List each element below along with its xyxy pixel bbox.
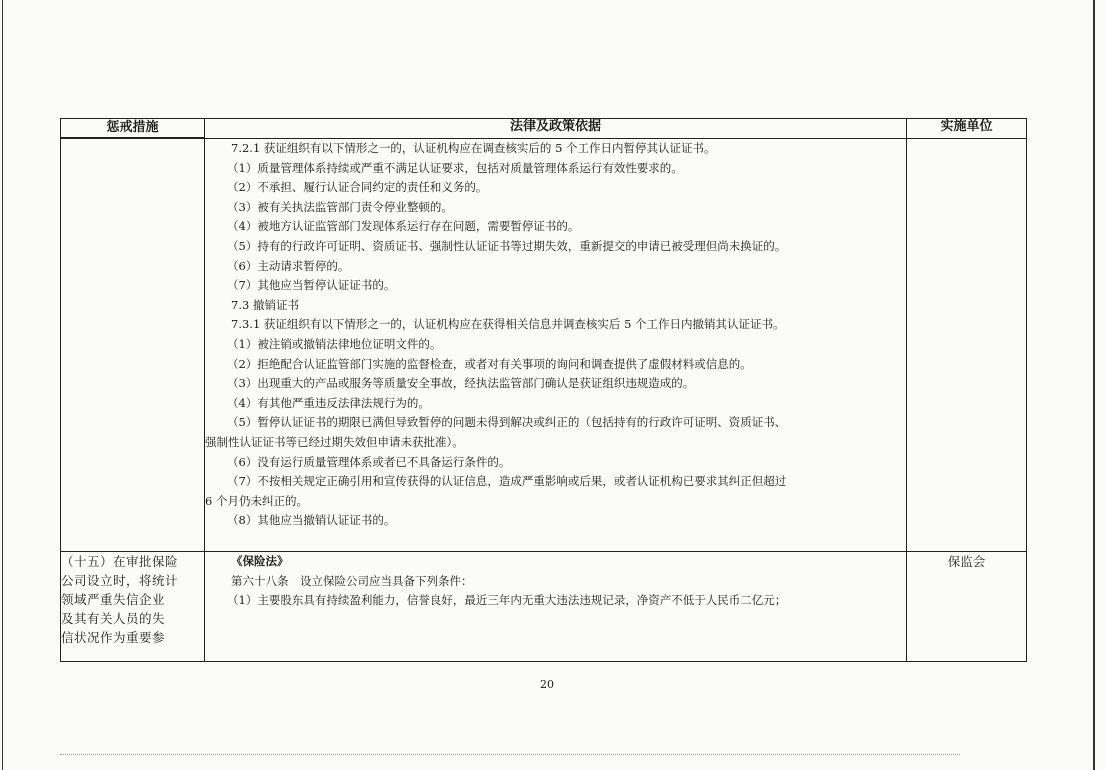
text-line: 第六十八条 设立保险公司应当具备下列条件： [231,573,473,588]
text-line: 7.3 撤销证书 [231,297,299,312]
measure-line: 领域严重失信企业 [61,592,166,607]
text-line: （1）主要股东具有持续盈利能力，信誉良好，最近三年内无重大违法违规记录，净资产不低于人民币二亿元； [227,593,787,608]
header-unit: 实施单位 [907,119,1027,139]
left-margin-line [2,0,3,770]
policy-table [60,118,1027,662]
text-line: （3）出现重大的产品或服务等质量安全事故，经执法监管部门确认是获证组织违规造成的。 [227,376,695,391]
header-basis: 法律及政策依据 [205,119,907,139]
text-line: 7.3.1 获证组织有以下情形之一的，认证机构应在获得相关信息并调查核实后 5 个工作日内撤销其认证证书。 [231,317,785,332]
header-row [61,119,1027,138]
text-line: （5）暂停认证证书的期限已满但导致暂停的问题未得到解决或纠正的（包括持有的行政许可证明、资质证书、 [227,415,787,430]
measure-line: 及其有关人员的失 [61,611,166,626]
text-line: 7.2.1 获证组织有以下情形之一的，认证机构应在调查核实后的 5 个工作日内暂停其认证证书。 [231,141,716,155]
page-number: 20 [540,678,554,691]
measure-line: （十五）在审批保险 [61,554,179,569]
text-line: （1）被注销或撤销法律地位证明文件的。 [227,336,442,351]
right-margin-line [1093,0,1095,770]
basis-cell [205,139,907,552]
text-line: 6 个月仍未纠正的。 [205,493,308,508]
text-line: （2）不承担、履行认证合同约定的责任和义务的。 [227,180,488,195]
measure-cell-empty [61,139,205,552]
scan-artifact-line [60,754,960,755]
text-line: （3）被有关执法监管部门责令停业整顿的。 [227,199,453,214]
text-line: （8）其他应当撤销认证证书的。 [227,513,396,528]
text-line: （7）不按相关规定正确引用和宣传获得的认证信息，造成严重影响或后果，或者认证机构已要求其纠正但超过 [227,474,787,489]
header-measure: 惩戒措施 [61,119,205,138]
table-row [61,139,1027,552]
basis-cell [205,552,907,662]
unit-cell: 保监会 [907,552,1027,662]
text-line: （1）质量管理体系持续或严重不满足认证要求，包括对质量管理体系运行有效性要求的。 [227,160,683,175]
measure-cell [61,552,205,662]
text-line: （4）有其他严重违反法律法规行为的。 [227,395,430,410]
text-line: （7）其他应当暂停认证证书的。 [227,278,396,293]
table-row [61,552,1027,662]
text-line: （6）主动请求暂停的。 [227,258,350,273]
text-line: （5）持有的行政许可证明、资质证书、强制性认证证书等过期失效，重新提交的申请已被受理但尚未换证的。 [227,238,787,253]
text-line: （2）拒绝配合认证监管部门实施的监督检查，或者对有关事项的询问和调查提供了虚假材料或信息的。 [227,356,752,371]
text-line: （6）没有运行质量管理体系或者已不具备运行条件的。 [227,454,511,469]
measure-line: 公司设立时，将统计 [61,573,179,588]
text-line: （4）被地方认证监管部门发现体系运行存在问题，需要暂停证书的。 [227,219,580,234]
text-line: 强制性认证证书等已经过期失效但申请未获批准）。 [205,434,464,449]
law-title: 《保险法》 [231,554,289,568]
unit-cell-empty [907,139,1027,552]
measure-line: 信状况作为重要参 [61,630,166,645]
